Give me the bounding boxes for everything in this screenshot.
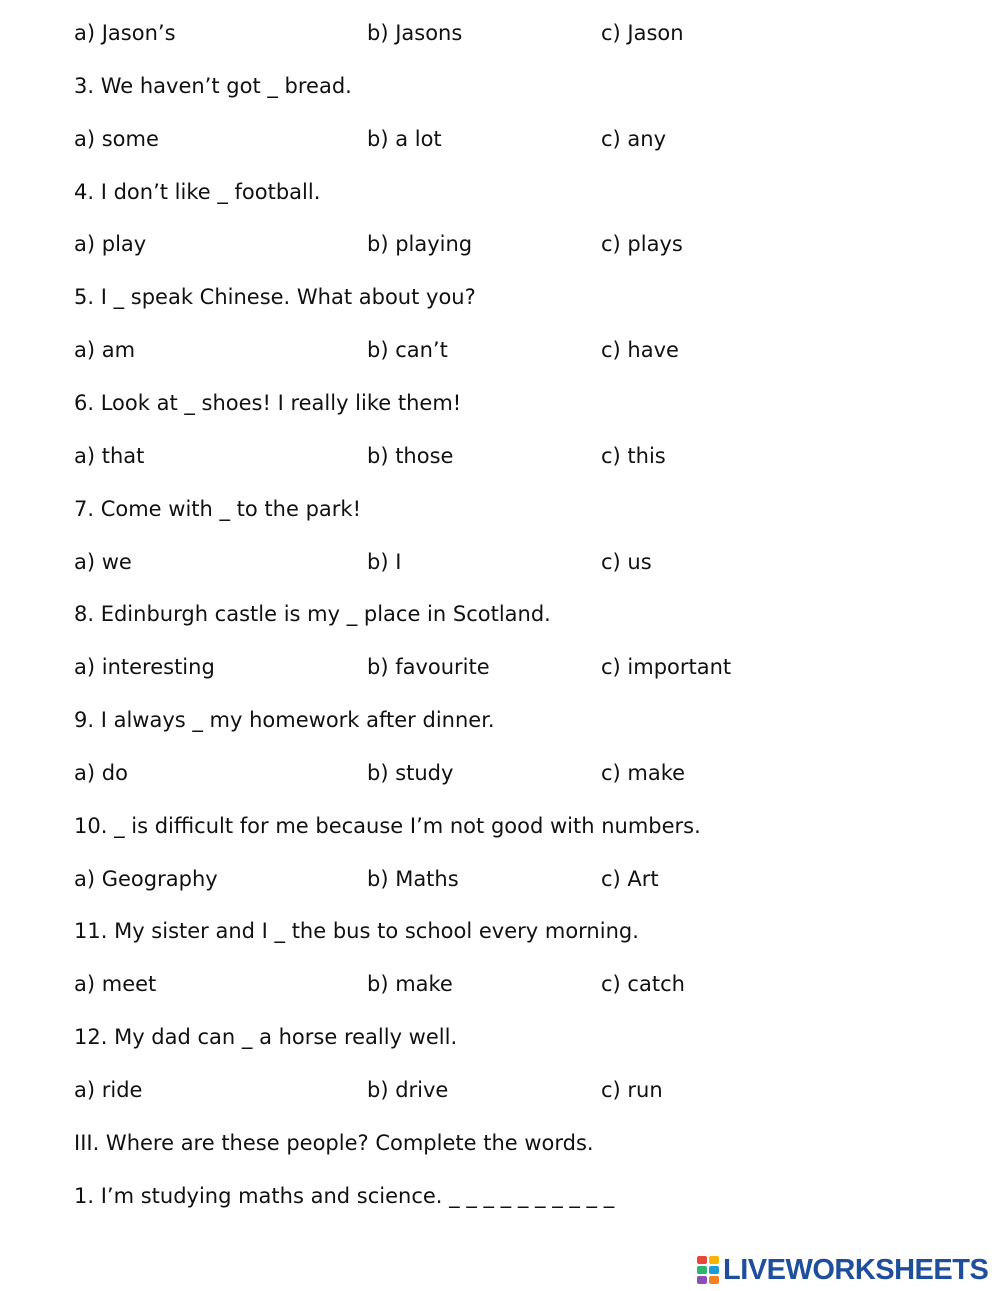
question-text: 12. My dad can _ a horse really well. xyxy=(74,1025,458,1049)
answer-option-a: a) Geography xyxy=(74,867,218,891)
answer-option-c: c) Art xyxy=(601,867,659,891)
answer-option-c: c) this xyxy=(601,444,666,468)
answer-option-b: b) study xyxy=(367,761,454,785)
answer-option-a: a) Jason’s xyxy=(74,21,176,45)
question-text: 5. I _ speak Chinese. What about you? xyxy=(74,285,476,309)
answer-option-b: b) playing xyxy=(367,232,473,256)
answer-option-b: b) favourite xyxy=(367,655,490,679)
question-text: 10. _ is difficult for me because I’m not good with numbers. xyxy=(74,814,701,838)
answer-option-a: a) am xyxy=(74,338,136,362)
answer-option-b: b) drive xyxy=(367,1078,449,1102)
answer-option-a: a) ride xyxy=(74,1078,143,1102)
answer-option-c: c) important xyxy=(601,655,732,679)
question-text: III. Where are these people? Complete the words. xyxy=(74,1131,594,1155)
answer-option-a: a) meet xyxy=(74,972,157,996)
answer-option-c: c) us xyxy=(601,550,652,574)
answer-option-b: b) Maths xyxy=(367,867,459,891)
liveworksheets-logo-icon xyxy=(696,1255,720,1285)
answer-option-a: a) interesting xyxy=(74,655,215,679)
answer-option-c: c) any xyxy=(601,127,667,151)
answer-option-c: c) run xyxy=(601,1078,663,1102)
answer-option-c: c) Jason xyxy=(601,21,684,45)
answer-option-a: a) play xyxy=(74,232,147,256)
question-text: 8. Edinburgh castle is my _ place in Scotland. xyxy=(74,602,551,626)
answer-option-c: c) catch xyxy=(601,972,685,996)
answer-option-c: c) plays xyxy=(601,232,683,256)
answer-option-c: c) have xyxy=(601,338,679,362)
question-text: 6. Look at _ shoes! I really like them! xyxy=(74,391,462,415)
question-text: 9. I always _ my homework after dinner. xyxy=(74,708,495,732)
answer-option-a: a) some xyxy=(74,127,159,151)
liveworksheets-logo xyxy=(696,1254,988,1286)
answer-option-c: c) make xyxy=(601,761,686,785)
question-text: 1. I’m studying maths and science. _ _ _ _ _ _ _ _ _ _ xyxy=(74,1184,615,1208)
question-text: 11. My sister and I _ the bus to school every morning. xyxy=(74,919,639,943)
question-text: 4. I don’t like _ football. xyxy=(74,180,321,204)
answer-option-b: b) I xyxy=(367,550,402,574)
answer-option-b: b) Jasons xyxy=(367,21,463,45)
answer-option-b: b) those xyxy=(367,444,454,468)
answer-option-a: a) do xyxy=(74,761,128,785)
answer-option-a: a) we xyxy=(74,550,132,574)
question-text: 3. We haven’t got _ bread. xyxy=(74,74,352,98)
answer-option-b: b) a lot xyxy=(367,127,442,151)
liveworksheets-logo-text: LIVEWORKSHEETS xyxy=(723,1253,989,1286)
answer-option-b: b) make xyxy=(367,972,453,996)
answer-option-a: a) that xyxy=(74,444,145,468)
answer-option-b: b) can’t xyxy=(367,338,448,362)
question-text: 7. Come with _ to the park! xyxy=(74,497,361,521)
